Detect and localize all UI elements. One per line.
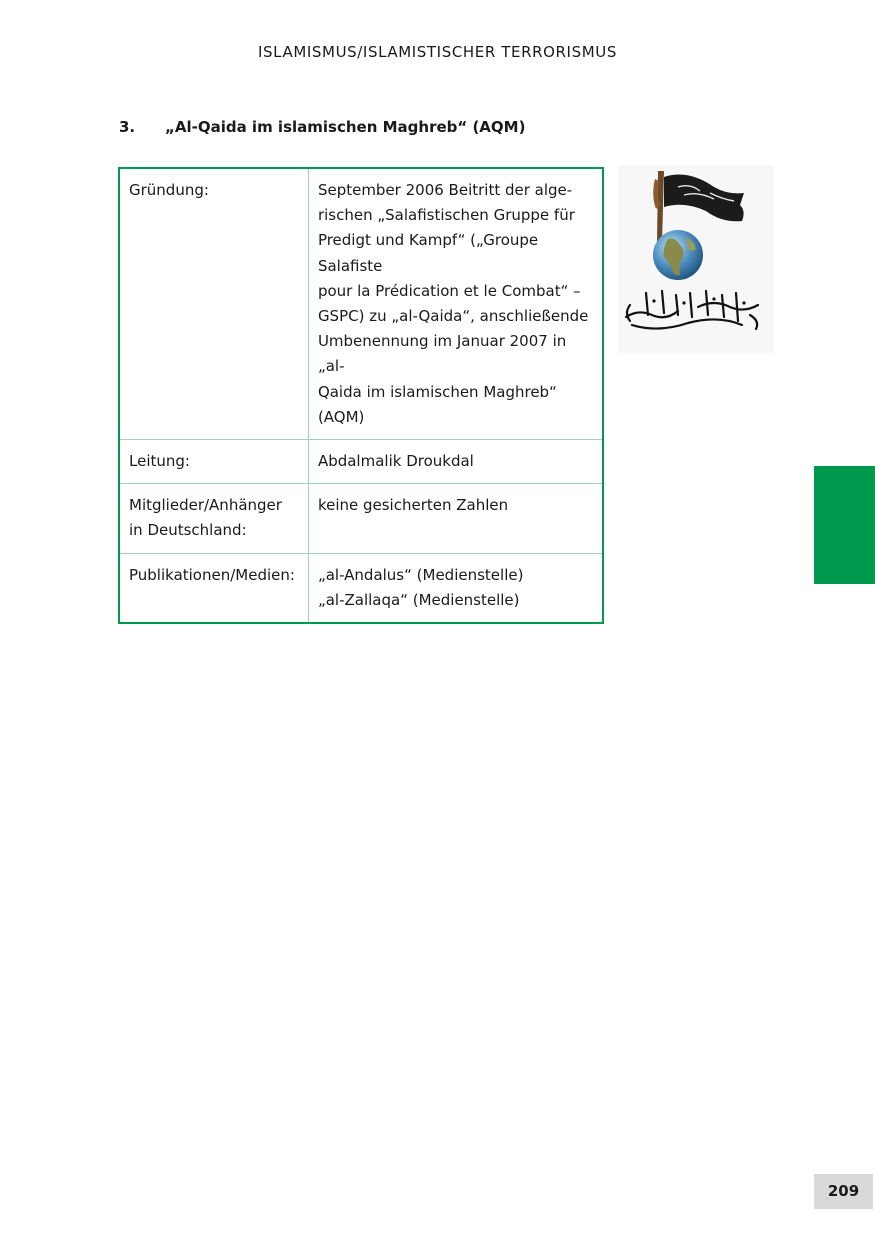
value-line: GSPC) zu „al-Qaida“, anschließende [317, 307, 589, 326]
table-row [119, 484, 603, 553]
value-line: rischen „Salafistischen Gruppe für [317, 206, 575, 225]
table-row [119, 168, 603, 440]
chapter-tab [814, 466, 875, 584]
table-row [119, 440, 603, 484]
row-value-gruendung [308, 168, 603, 440]
value-line: Predigt und Kampf“ („Groupe Salafiste [317, 231, 539, 275]
row-label-leitung: Leitung: [119, 440, 308, 484]
value-line: „al-Andalus“ (Medienstelle) [317, 565, 524, 584]
row-label-mitglieder [119, 484, 308, 553]
label-line: in Deutschland: [129, 521, 247, 540]
row-value-publikationen [308, 553, 603, 623]
row-value-leitung [308, 440, 603, 484]
label-line: Mitglieder/Anhänger [129, 496, 282, 515]
table-row [119, 553, 603, 623]
organisation-info-table [118, 167, 604, 624]
section-heading [119, 118, 525, 136]
value-line: „al-Zallaqa“ (Medienstelle) [317, 590, 520, 609]
value-line: Qaida im islamischen Maghreb“ (AQM) [317, 382, 557, 426]
value-line: Umbenennung im Januar 2007 in „al- [317, 332, 567, 376]
value-line: pour la Prédication et le Combat“ – [317, 281, 581, 300]
section-number: 3. [119, 118, 136, 136]
value-line: September 2006 Beitritt der alge- [317, 181, 573, 199]
running-header: ISLAMISMUS/ISLAMISTISCHER TERRORISMUS [258, 43, 617, 61]
row-value-mitglieder [308, 484, 603, 553]
row-label-gruendung: Gründung: [119, 168, 308, 440]
aqm-emblem-icon [618, 165, 774, 353]
value-line: Abdalmalik Droukdal [317, 452, 474, 471]
row-label-publikationen: Publikationen/Medien: [119, 553, 308, 623]
value-line: keine gesicherten Zahlen [317, 496, 509, 515]
section-title: „Al-Qaida im islamischen Maghreb“ (AQM) [165, 118, 526, 136]
page-number: 209 [814, 1174, 873, 1209]
